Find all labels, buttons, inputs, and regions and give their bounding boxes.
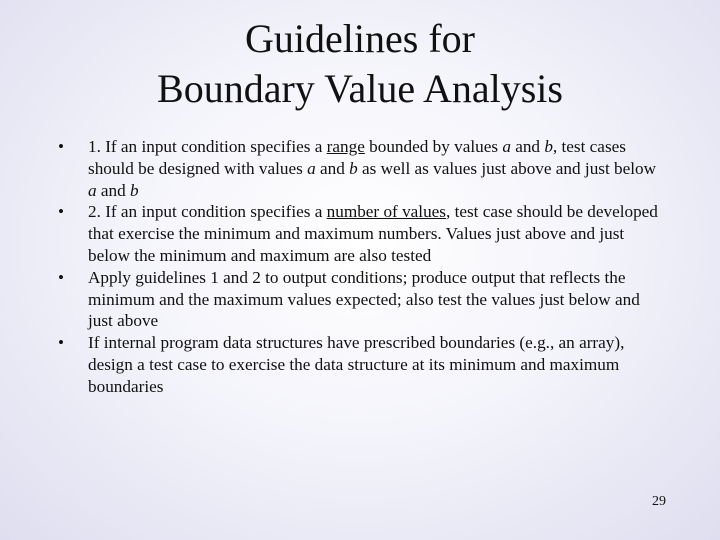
bullet-dot: • [58, 267, 65, 287]
bullet-text: 1. If an input condition specifies a [88, 137, 327, 156]
bullet-item: • 1. If an input condition specifies a range bounded by values a and b, test cases should be designed with values a and b as well as values just above and just below a and b [58, 137, 657, 200]
underlined-term: range [326, 137, 365, 156]
variable-a: a [88, 180, 97, 200]
variable-b: b [130, 180, 139, 200]
bullet-item [56, 201, 666, 266]
page-number: 29 [652, 494, 666, 509]
bullet-text: If internal program data structures have prescribed boundaries (e.g., an array), design a test case to exercise the data structure at its minimum and maximum boundaries [88, 333, 625, 396]
bullet-text: 2. If an input condition specifies a [88, 202, 327, 222]
bullet-text: Apply guidelines 1 and 2 to output conditions; produce output that reflects the minimum and the maximum values expected; also test the values just below and just above [88, 267, 640, 331]
bullet-item [56, 332, 666, 397]
bullet-text: bounded by values [364, 137, 503, 156]
bullet-dot: • [58, 202, 65, 222]
underlined-term: number of values [326, 202, 446, 222]
variable-b: b [544, 137, 553, 156]
slide-title [0, 14, 720, 114]
bullet-list [56, 136, 666, 398]
bullet-item [56, 267, 666, 332]
title-line-1: Guidelines for [245, 16, 475, 61]
variable-a: a [502, 137, 511, 156]
bullet-text: , test case should be developed that exercise the minimum and maximum numbers. Values just above and just below the minimum and maximum are also tested [88, 202, 658, 265]
bullet-dot: • [58, 137, 65, 156]
title-line-2: Boundary Value Analysis [157, 66, 563, 111]
variable-b: b [349, 158, 358, 178]
bullet-dot: • [58, 333, 65, 353]
variable-a: a [307, 158, 316, 178]
